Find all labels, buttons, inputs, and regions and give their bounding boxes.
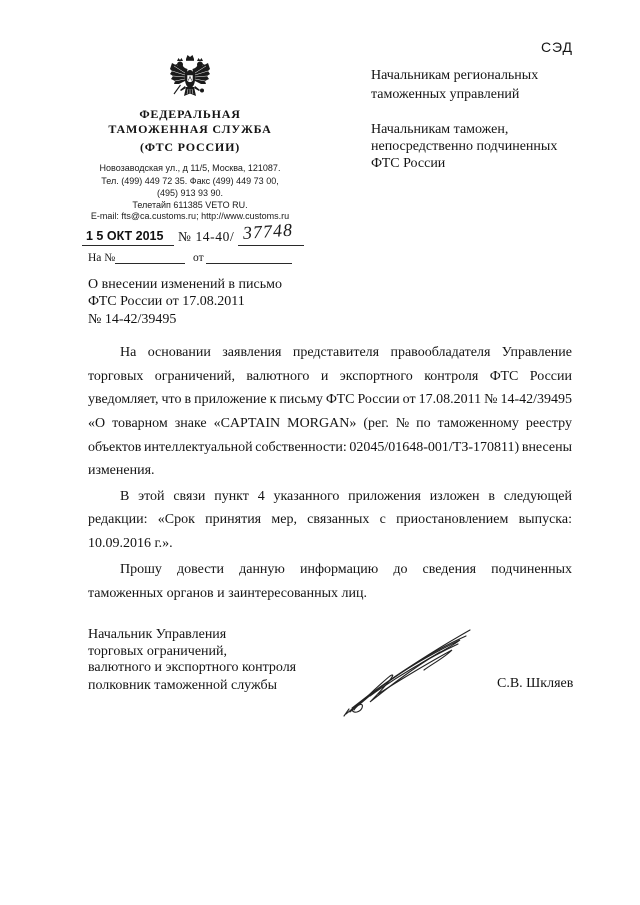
- agency-name-line: ТАМОЖЕННАЯ СЛУЖБА: [108, 122, 272, 136]
- recipient-line: Начальникам региональных: [371, 68, 539, 83]
- signatory-position-line: торговых ограничений,: [88, 644, 228, 659]
- body-line: торговых ограничений, валютного и экспортного контроля ФТС России: [88, 369, 572, 384]
- coat-of-arms-icon: [168, 53, 212, 101]
- body-line: редакции: «Срок принятия мер, связанных с приостановлением выпуска:: [88, 512, 572, 527]
- subject-line: № 14-42/39495: [88, 312, 177, 327]
- reply-ref-underline: [115, 263, 185, 264]
- body-line: В этой связи пункт 4 указанного приложения изложен в следующей: [120, 489, 572, 504]
- signatory-name: С.В. Шкляев: [497, 676, 574, 691]
- subject-line: О внесении изменений в письмо: [88, 277, 282, 292]
- recipient-line: таможенных управлений: [371, 87, 520, 102]
- agency-abbreviation: (ФТС РОССИИ): [139, 140, 240, 154]
- phone-line: (495) 913 93 90.: [156, 188, 224, 198]
- address-line: Новозаводская ул., д 11/5, Москва, 121087.: [99, 163, 281, 173]
- body-line: уведомляет, что в приложение к письму ФТС России от 17.08.2011 № 14-42/39495: [88, 392, 573, 407]
- reply-date-label: от: [193, 252, 204, 264]
- signatory-rank-line: полковник таможенной службы: [88, 678, 278, 693]
- recipient-line: Начальникам таможен,: [371, 122, 509, 137]
- body-line: «О товарном знаке «CAPTAIN MORGAN» (рег. № по таможенному реестру: [88, 416, 572, 431]
- teletype-line: Телетайп 611385 VETO RU.: [132, 200, 248, 210]
- number-underline: [238, 245, 304, 246]
- reply-date-underline: [206, 263, 292, 264]
- signatory-position-line: валютного и экспортного контроля: [88, 660, 297, 675]
- signature-scribble: [340, 624, 480, 719]
- registration-date-stamp: 1 5 ОКТ 2015: [86, 229, 164, 243]
- body-line: 10.09.2016 г.».: [88, 536, 173, 551]
- recipient-line: непосредственно подчиненных: [371, 139, 558, 154]
- agency-name-line: ФЕДЕРАЛЬНАЯ: [139, 107, 241, 121]
- body-line: объектов интеллектуальной собственности: 02045/01648-001/ТЗ-170811) внесены: [88, 440, 572, 455]
- body-line: изменения.: [88, 463, 155, 478]
- body-line: На основании заявления представителя правообладателя Управление: [120, 345, 572, 360]
- body-line: Прошу довести данную информацию до сведения подчиненных: [120, 562, 572, 577]
- reply-ref-label: На №: [88, 252, 116, 264]
- recipient-line: ФТС России: [371, 156, 446, 171]
- sed-mark: СЭД: [541, 39, 574, 55]
- email-line: E-mail: fts@ca.customs.ru; http://www.customs.ru: [90, 211, 290, 221]
- signatory-position-line: Начальник Управления: [88, 627, 227, 642]
- subject-line: ФТС России от 17.08.2011: [88, 294, 245, 309]
- registration-number-prefix: № 14-40/: [178, 229, 235, 244]
- body-line: таможенных органов и заинтересованных лиц.: [88, 586, 367, 601]
- registration-number-handwritten: 37748: [242, 219, 294, 243]
- date-underline: [82, 245, 174, 246]
- phone-line: Тел. (499) 449 72 35. Факс (499) 449 73 00,: [101, 176, 279, 186]
